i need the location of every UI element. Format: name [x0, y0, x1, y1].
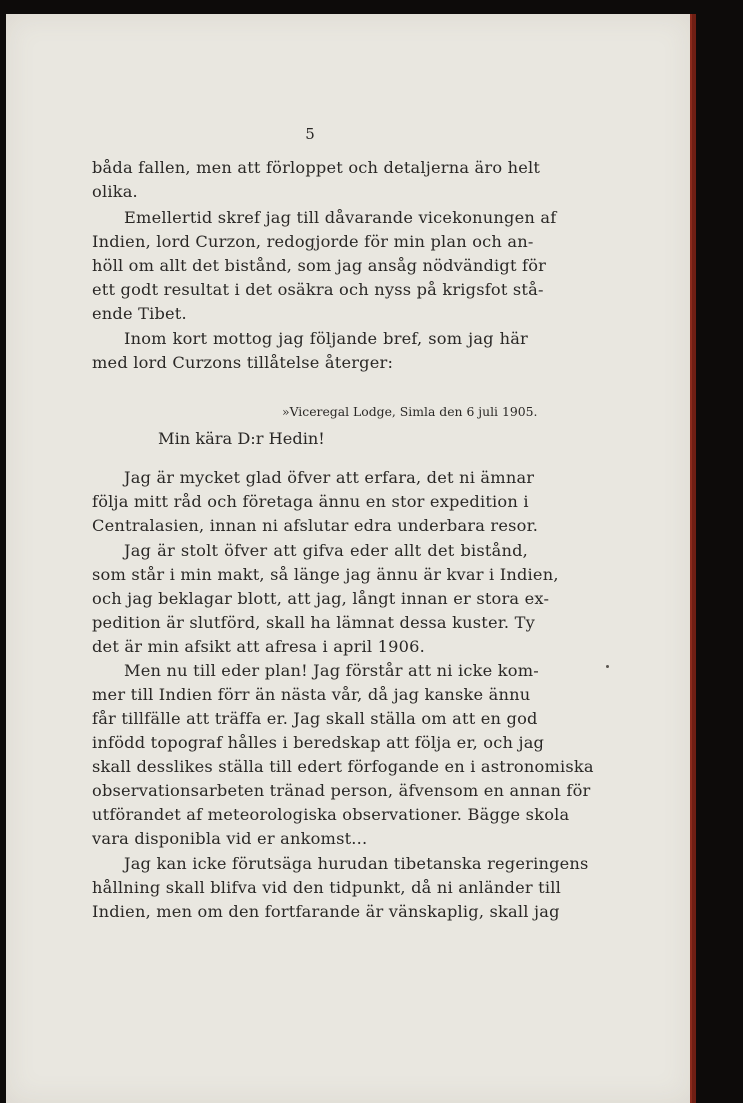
text-line: Centralasien, innan ni afslutar edra underbara resor.	[92, 516, 539, 535]
letter-dateline: »Viceregal Lodge, Simla den 6 juli 1905.	[282, 404, 538, 419]
text-line: Men nu till eder plan! Jag förstår att ni icke kom-	[124, 661, 539, 680]
text-line: utförandet af meteorologiska observationer. Bägge skola	[92, 805, 570, 824]
text-line: med lord Curzons tillåtelse återger:	[92, 353, 394, 372]
text-line: och jag beklagar blott, att jag, långt innan er stora ex-	[92, 589, 550, 608]
text-line: höll om allt det bistånd, som jag ansåg nödvändigt för	[92, 256, 547, 275]
text-line: Inom kort mottog jag följande bref, som jag här	[124, 329, 528, 348]
text-line: infödd topograf hålles i beredskap att följa er, och jag	[92, 733, 545, 752]
text-line: båda fallen, men att förloppet och detaljerna äro helt	[92, 158, 541, 177]
text-line: Jag kan icke förutsäga hurudan tibetanska regeringens	[124, 854, 589, 873]
text-line: ende Tibet.	[92, 304, 187, 323]
text-line: får tillfälle att träffa er. Jag skall ställa om att en god	[92, 709, 538, 728]
paper-speck	[606, 665, 609, 668]
text-line: som står i min makt, så länge jag ännu är kvar i Indien,	[92, 565, 559, 584]
text-line: skall desslikes ställa till edert förfogande en i astronomiska	[92, 757, 594, 776]
text-line: Indien, lord Curzon, redogjorde för min plan och an-	[92, 232, 534, 251]
text-line: observationsarbeten tränad person, äfvensom en annan för	[92, 781, 591, 800]
letter-salutation: Min kära D:r Hedin!	[158, 429, 325, 448]
text-line: mer till Indien förr än nästa vår, då jag kanske ännu	[92, 685, 531, 704]
text-line: hållning skall blifva vid den tidpunkt, då ni anländer till	[92, 878, 561, 897]
text-line: det är min afsikt att afresa i april 1906.	[92, 637, 425, 656]
text-line: vara disponibla vid er ankomst...	[92, 829, 368, 848]
text-line: Jag är stolt öfver att gifva eder allt det bistånd,	[124, 541, 528, 560]
text-line: ett godt resultat i det osäkra och nyss på krigsfot stå-	[92, 280, 544, 299]
text-line: Jag är mycket glad öfver att erfara, det ni ämnar	[124, 468, 535, 487]
page-number: 5	[305, 125, 315, 143]
text-line: Indien, men om den fortfarande är vänskaplig, skall jag	[92, 902, 560, 921]
text-line: Emellertid skref jag till dåvarande vicekonungen af	[124, 208, 557, 227]
text-line: olika.	[92, 182, 138, 201]
text-line: följa mitt råd och företaga ännu en stor expedition i	[92, 492, 529, 511]
text-line: pedition är slutförd, skall ha lämnat dessa kuster. Ty	[92, 613, 535, 632]
